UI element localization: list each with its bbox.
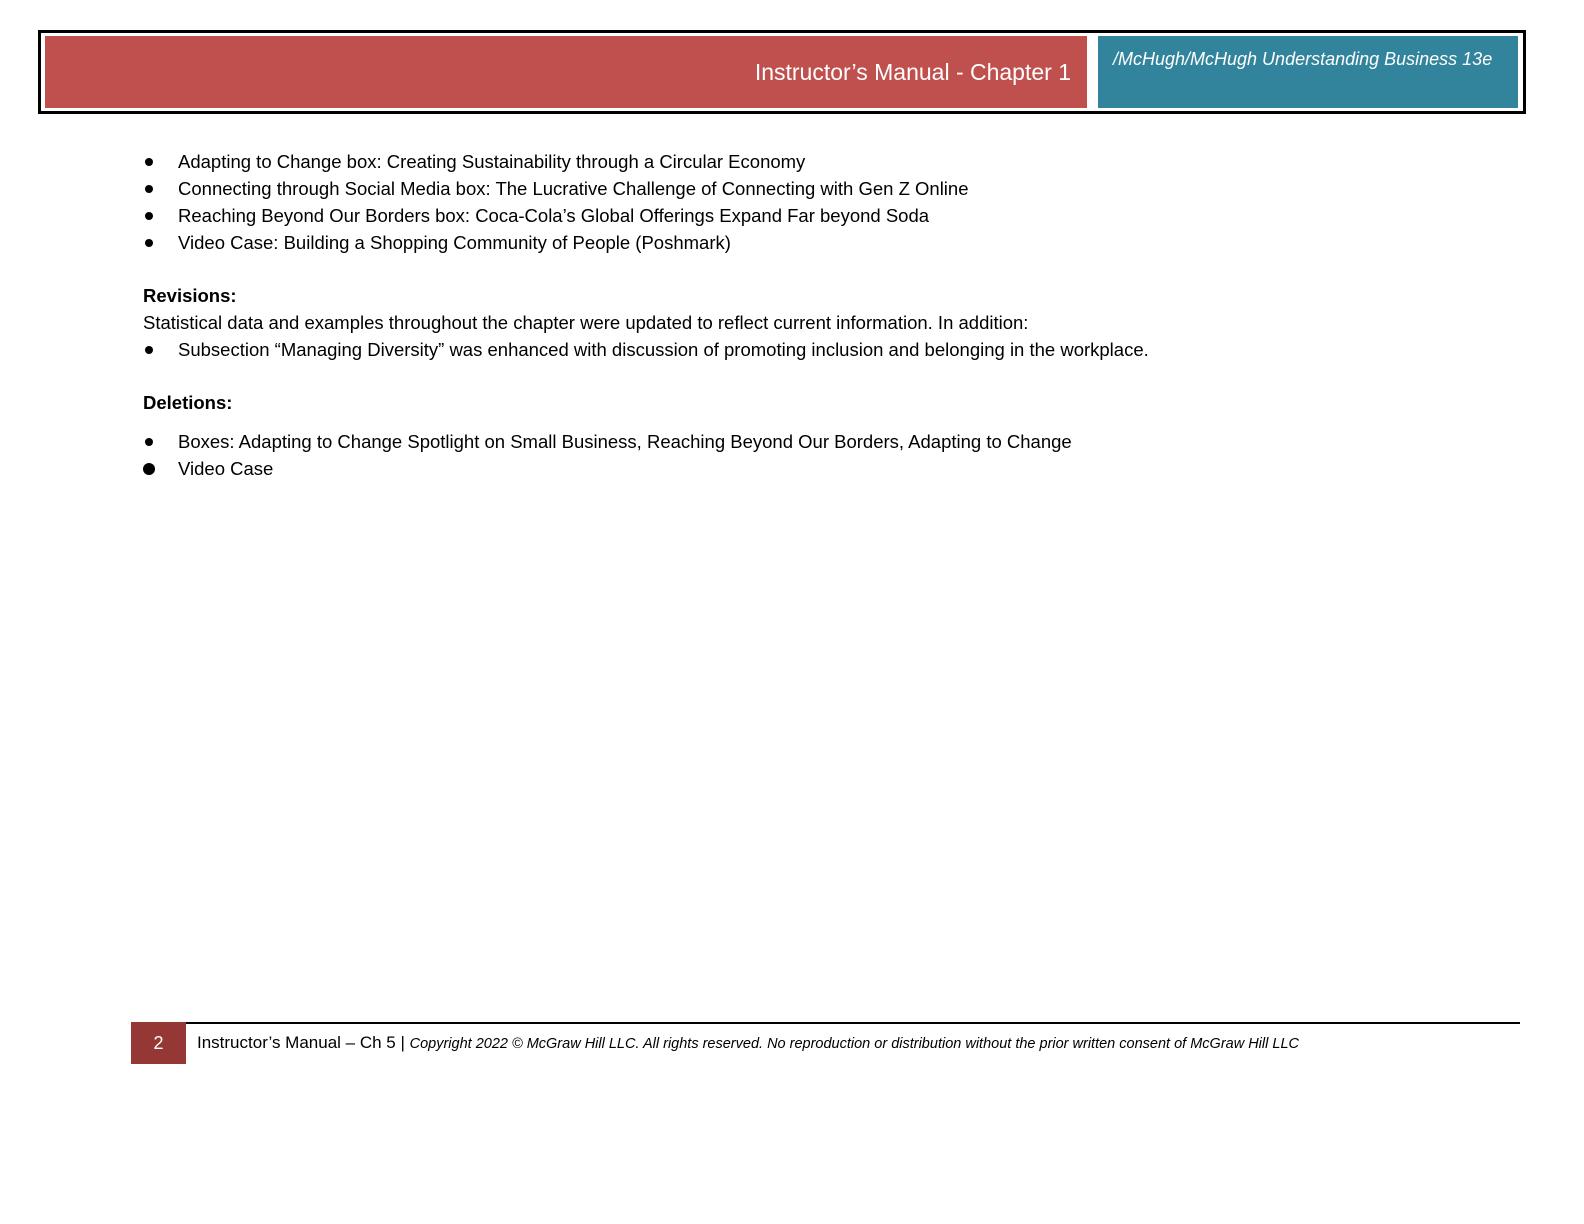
list-item: Subsection “Managing Diversity” was enhanced with discussion of promoting inclusion and belonging in the workplace. [143, 336, 1473, 363]
bullet-icon [145, 346, 153, 354]
bullet-icon [145, 185, 153, 193]
footer-rule [186, 1022, 1520, 1024]
list-item: Video Case: Building a Shopping Community of People (Poshmark) [143, 229, 1473, 256]
bullet-icon [145, 239, 153, 247]
revisions-list [143, 336, 1473, 363]
bullet-icon [145, 158, 153, 166]
bullet-icon [145, 438, 153, 446]
footer-manual-label: Instructor’s Manual – Ch 5 | [197, 1033, 410, 1052]
bullet-icon [145, 212, 153, 220]
list-item: Boxes: Adapting to Change Spotlight on Small Business, Reaching Beyond Our Borders, Adapting to Change [143, 428, 1473, 455]
bullet-icon [143, 463, 155, 475]
book-title: /McHugh/McHugh Understanding Business 13e [1113, 49, 1493, 69]
list-item: Video Case [143, 455, 1473, 482]
revisions-intro: Statistical data and examples throughout the chapter were updated to reflect current information. In addition: [143, 312, 1029, 333]
page-number-badge [131, 1022, 186, 1064]
deletions-list [143, 428, 1473, 482]
list-item: Adapting to Change box: Creating Sustainability through a Circular Economy [143, 148, 1473, 175]
header-book-bar [1098, 36, 1518, 108]
page-title: Instructor’s Manual - Chapter 1 [754, 58, 1071, 85]
page-number: 2 [153, 1032, 164, 1053]
revisions-heading: Revisions: [143, 285, 237, 306]
list-item: Connecting through Social Media box: The Lucrative Challenge of Connecting with Gen Z Online [143, 175, 1473, 202]
document-body [143, 148, 1473, 482]
boxes-list [143, 148, 1473, 256]
list-item: Reaching Beyond Our Borders box: Coca-Cola’s Global Offerings Expand Far beyond Soda [143, 202, 1473, 229]
header-title-bar [45, 36, 1087, 108]
footer-copyright: Copyright 2022 © McGraw Hill LLC. All rights reserved. No reproduction or distribution without the prior written consent of McGraw Hill LLC [409, 1036, 1299, 1052]
footer-text [197, 1031, 1299, 1056]
deletions-heading: Deletions: [143, 392, 233, 413]
